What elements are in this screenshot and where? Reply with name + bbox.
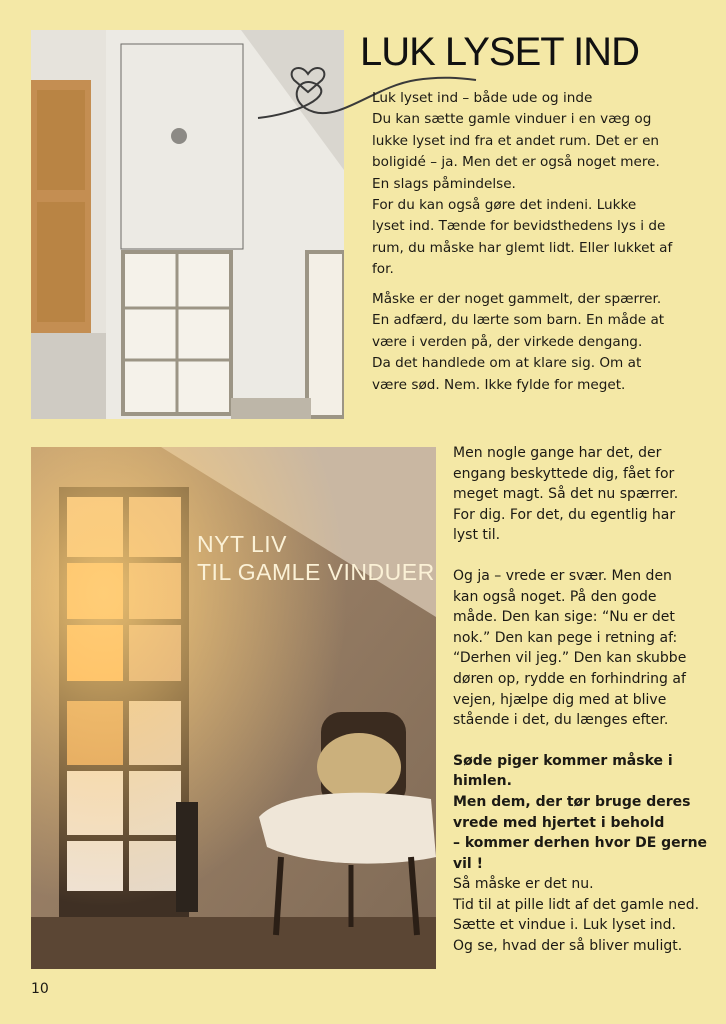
text-line: Og se, hvad der så bliver muligt. [453, 938, 683, 955]
text-line: for. [372, 261, 394, 278]
overlay-line: TIL GAMLE VINDUER [197, 559, 435, 585]
text-line: Luk lyset ind – både ude og inde [372, 90, 593, 106]
text-line: rum, du måske har glemt lidt. Eller lukket af [372, 239, 673, 256]
text-line: boligidé – ja. Men det er også noget mere. [372, 154, 660, 171]
overlay-line: NYT LIV [197, 531, 287, 557]
text-line: Da det handlede om at klare sig. Om at [372, 355, 642, 372]
text-line: lukke lyset ind fra et andet rum. Det er en [372, 132, 660, 149]
text-line: måde. Den kan sige: “Nu er det [453, 609, 675, 626]
text-line: vejen, hjælpe dig med at blive [453, 691, 667, 708]
text-line: døren op, rydde en forhindring af [453, 670, 686, 687]
text-line: meget magt. Så det nu spærrer. [453, 486, 679, 503]
bold-line: vil ! [453, 855, 483, 872]
text-line: For dig. For det, du egentlig har [453, 506, 676, 523]
text-line: engang beskyttede dig, fået for [453, 465, 675, 482]
text-line: For du kan også gøre det indeni. Lukke [372, 197, 637, 214]
text-line: Så måske er det nu. [453, 876, 594, 893]
text-line: være i verden på, der virkede dengang. [372, 333, 643, 350]
intro-text [372, 88, 712, 281]
text-line: Men nogle gange har det, der [453, 445, 662, 461]
text-line: Tid til at pille lidt af det gamle ned. [453, 896, 700, 913]
bold-line: himlen. [453, 773, 512, 790]
photo-overlay-caption [197, 530, 435, 586]
text-line: være sød. Nem. Ikke fylde for meget. [372, 376, 626, 393]
text-line: kan også noget. På den gode [453, 588, 657, 605]
text-line: Og ja – vrede er svær. Men den [453, 567, 672, 584]
bold-line: Søde piger kommer måske i [453, 752, 673, 769]
bold-line: Men dem, der tør bruge deres [453, 793, 691, 810]
paragraph-gap [453, 546, 715, 566]
text-line: Sætte et vindue i. Luk lyset ind. [453, 917, 676, 934]
text-line: stående i det, du længes efter. [453, 712, 669, 729]
paragraph-gap [453, 731, 715, 751]
window-chair-photo [31, 447, 436, 969]
text-line: nok.” Den kan pege i retning af: [453, 629, 678, 646]
text-line: En adfærd, du lærte som barn. En måde at [372, 312, 665, 329]
text-line: lyset ind. Tænde for bevidsthedens lys i de [372, 218, 666, 235]
text-line: En slags påmindelse. [372, 175, 516, 192]
text-line: “Derhen vil jeg.” Den kan skubbe [453, 650, 687, 667]
page-number: 10 [31, 981, 49, 997]
bold-line: vrede med hjertet i behold [453, 814, 665, 831]
text-line: Måske er der noget gammelt, der spærrer. [372, 291, 662, 307]
page-title: LUK LYSET IND [360, 30, 639, 74]
text-line: Du kan sætte gamle vinduer i en væg og [372, 111, 652, 128]
intro-text-2 [372, 289, 712, 396]
column-text [453, 443, 715, 957]
text-line: lyst til. [453, 527, 501, 544]
bold-line: – kommer derhen hvor DE gerne [453, 835, 708, 852]
